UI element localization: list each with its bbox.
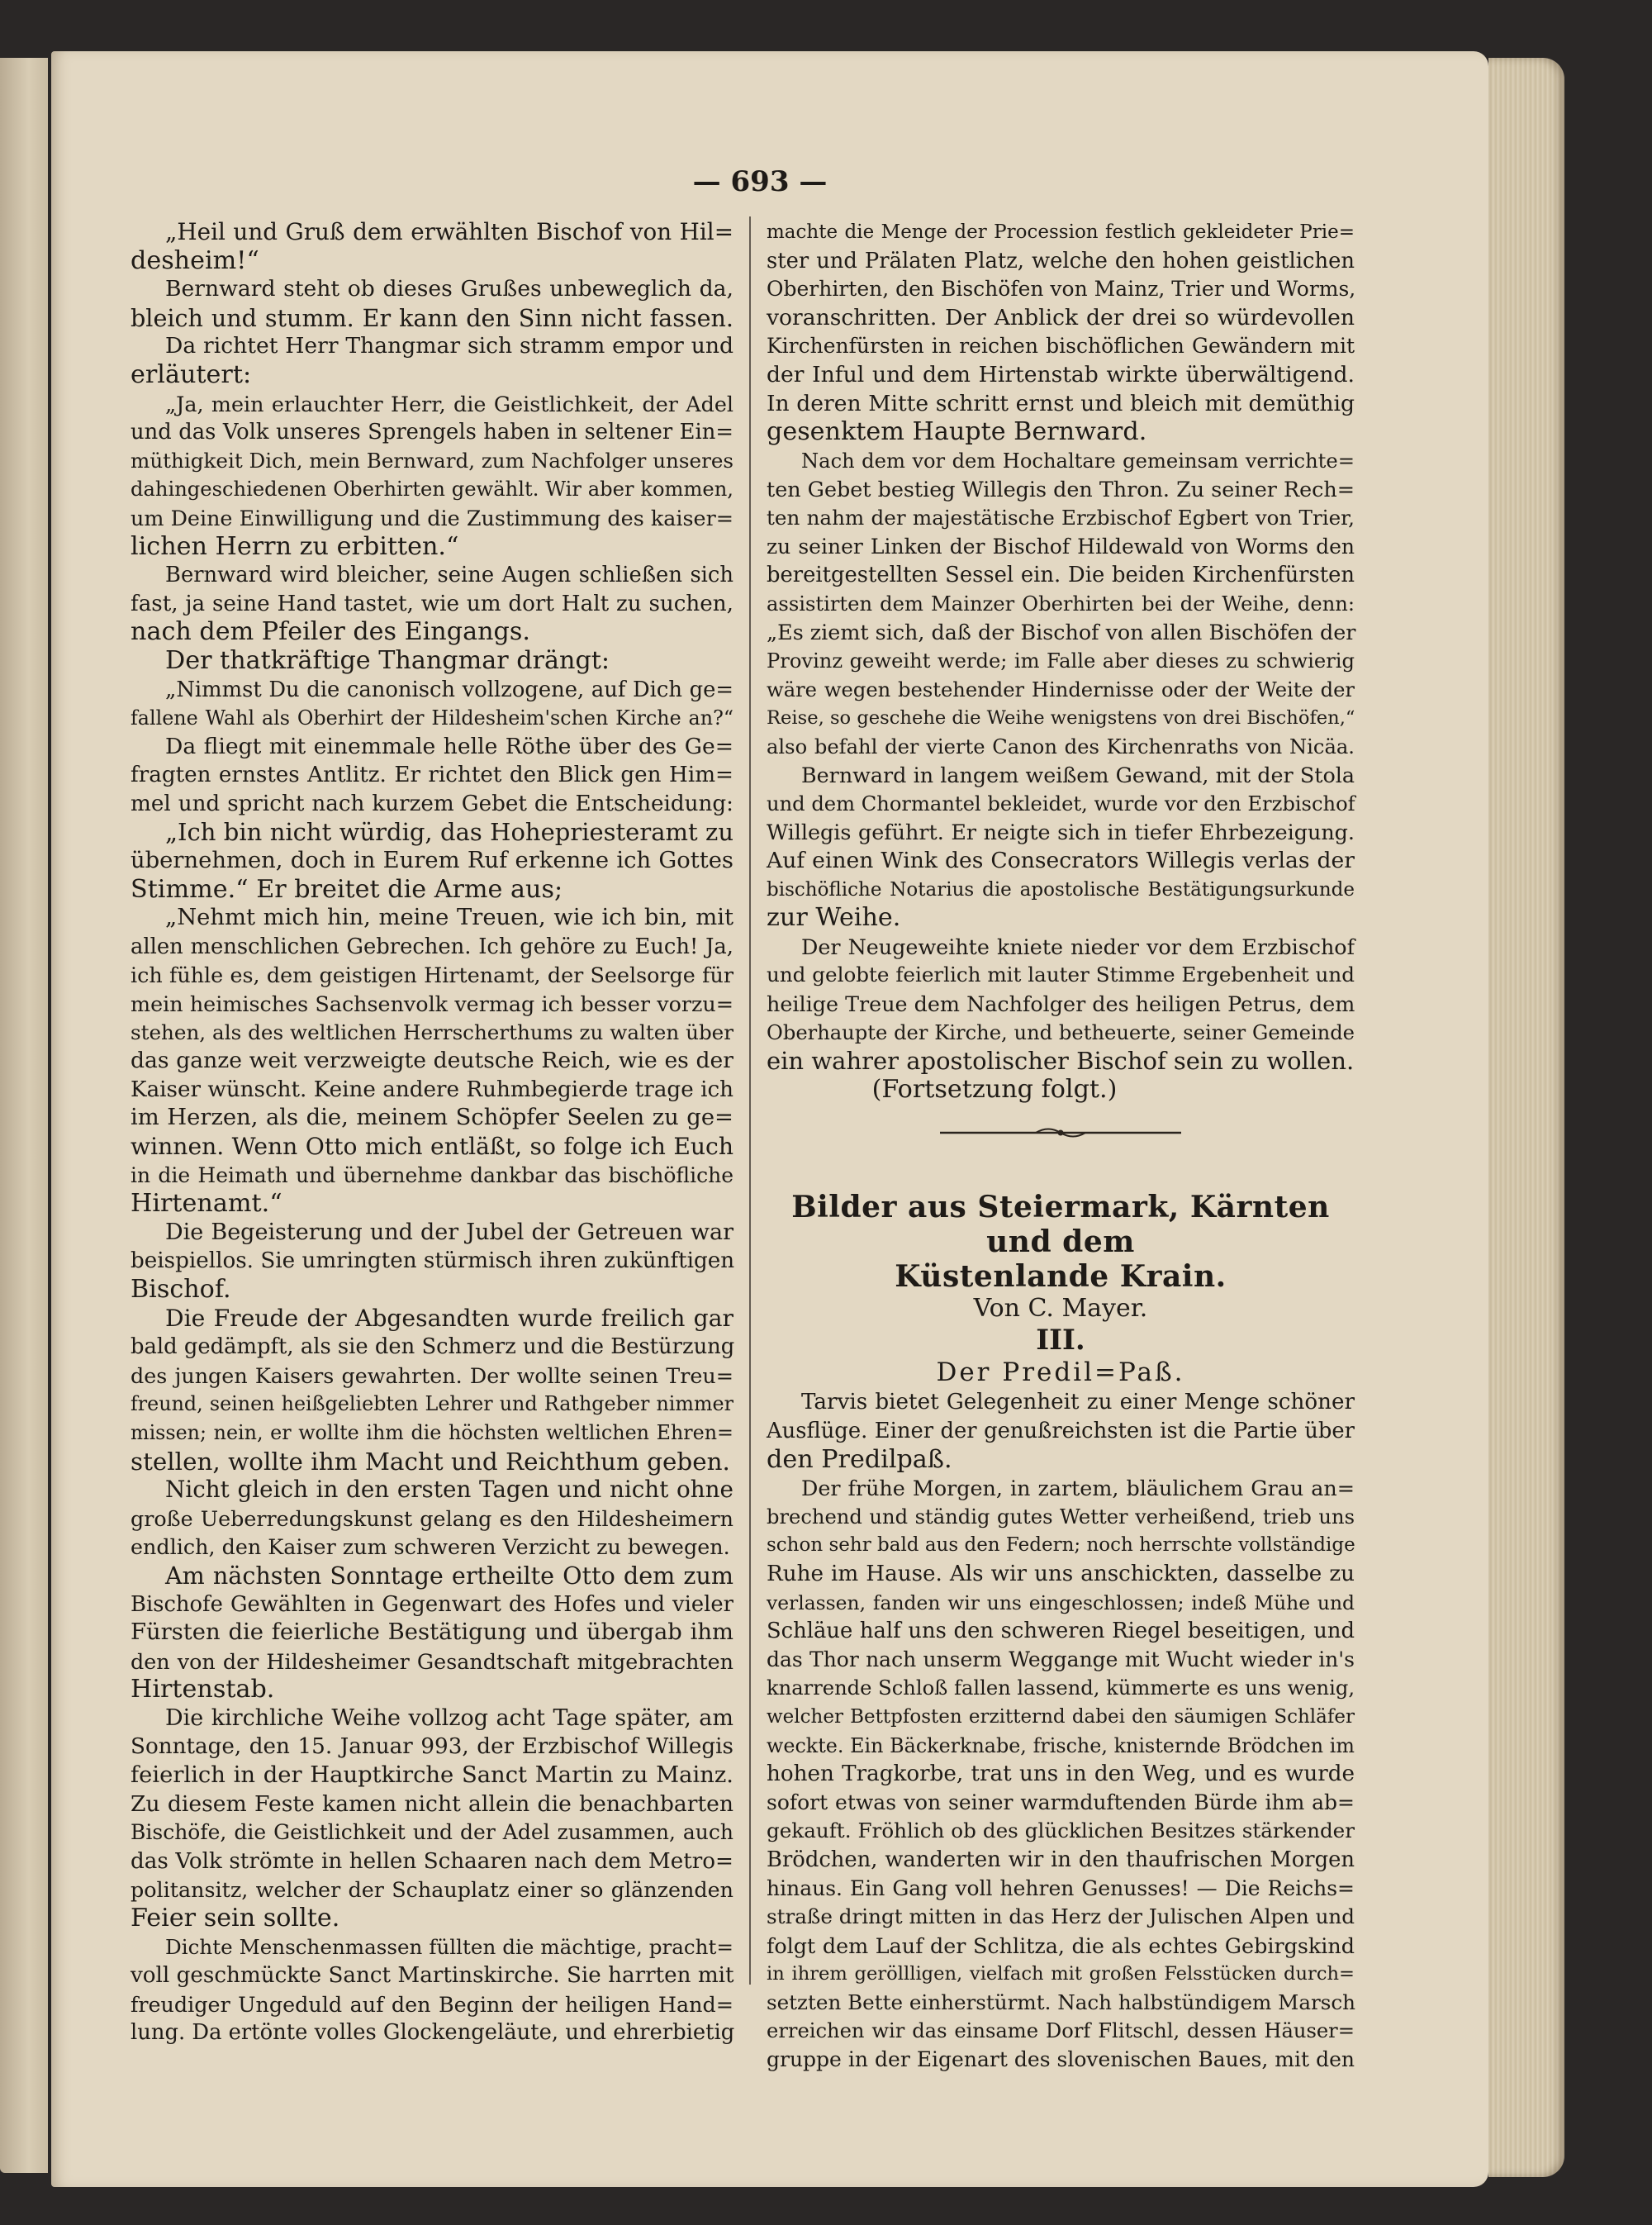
- text-line: also befahl der vierte Canon des Kirchenraths von Nicäa.: [767, 735, 1355, 758]
- text-line: Bischof.: [131, 1274, 231, 1304]
- text-line: das ganze weit verzweigte deutsche Reich, wie es der: [131, 1048, 733, 1074]
- text-line: mel und spricht nach kurzem Gebet die Entscheidung:: [131, 791, 733, 816]
- text-line: Nach dem vor dem Hochaltare gemeinsam verrichte=: [801, 449, 1355, 473]
- column-rule: [749, 216, 751, 1985]
- text-line: „Ich bin nicht würdig, das Hohepriesteramt zu: [165, 818, 733, 847]
- text-line: Tarvis bietet Gelegenheit zu einer Menge schöner: [801, 1390, 1355, 1415]
- text-line: Dichte Menschenmassen füllten die mächtige, pracht=: [165, 1934, 733, 1959]
- text-line: große Ueberredungskunst gelang es den Hildesheimern: [131, 1505, 733, 1531]
- section-heading: Der Predil=Paß.: [936, 1357, 1185, 1388]
- text-line: ster und Prälaten Platz, welche den hohen geistlichen: [767, 248, 1355, 273]
- text-line: ich fühle es, dem geistigen Hirtenamt, der Seelsorge für: [131, 963, 733, 988]
- text-line: Schläue half uns den schweren Riegel beseitigen, und: [767, 1619, 1355, 1644]
- text-line: Hirtenstab.: [131, 1675, 275, 1704]
- text-line: Der thatkräftige Thangmar drängt:: [165, 645, 610, 675]
- text-line: Sonntage, den 15. Januar 993, der Erzbischof Willegis: [131, 1734, 733, 1760]
- text-line: der Inful und dem Hirtenstab wirkte überwältigend.: [767, 361, 1355, 387]
- text-line: weckte. Ein Bäckerknabe, frische, knisternde Brödchen im: [767, 1733, 1355, 1757]
- text-line: freund, seinen heißgeliebten Lehrer und Rathgeber nimmer: [131, 1392, 733, 1416]
- text-line: Reise, so geschehe die Weihe wenigstens von drei Bischöfen,“: [767, 707, 1355, 730]
- text-line: brechend und ständig gutes Wetter verheißend, trieb uns: [767, 1505, 1355, 1528]
- text-line: politansitz, welcher der Schauplatz einer so glänzenden: [131, 1877, 733, 1903]
- article-body: [767, 1388, 1355, 2074]
- text-line: gruppe in der Eigenart des slovenischen Baues, mit den: [767, 2047, 1355, 2072]
- text-line: „Nehmt mich hin, meine Treuen, wie ich bin, mit: [165, 905, 733, 931]
- text-line: voll geschmückte Sanct Martinskirche. Sie harrten mit: [131, 1963, 734, 1989]
- text-line: nach dem Pfeiler des Eingangs.: [131, 617, 530, 647]
- text-line: Provinz geweiht werde; im Falle aber dieses zu schwierig: [767, 649, 1355, 673]
- text-line: folgt dem Lauf der Schlitza, die als echtes Gebirgskind: [767, 1933, 1355, 1958]
- text-line: übernehmen, doch in Eurem Ruf erkenne ich Gottes: [131, 848, 733, 874]
- section-ornament: [767, 1119, 1355, 1147]
- text-line: Der Neugeweihte kniete nieder vor dem Erzbischof: [801, 934, 1355, 959]
- text-line: Kirchenfürsten in reichen bischöflichen Gewändern mit: [767, 334, 1355, 359]
- text-line: und das Volk unseres Sprengels haben in seltener Ein=: [131, 420, 733, 445]
- right-column: [767, 218, 1355, 2075]
- text-line: Kaiser wünscht. Keine andere Ruhmbegierde trage ich: [131, 1077, 733, 1102]
- text-line: in die Heimath und übernehme dankbar das bischöfliche: [131, 1162, 733, 1187]
- text-line: verlassen, fanden wir uns eingeschlossen; indeß Mühe und: [767, 1590, 1355, 1614]
- text-line: um Deine Einwilligung und die Zustimmung des kaiser=: [131, 505, 733, 530]
- text-line: Am nächsten Sonntage ertheilte Otto dem zum: [165, 1561, 733, 1590]
- text-line: erreichen wir das einsame Dorf Flitschl, dessen Häuser=: [767, 2019, 1355, 2043]
- text-line: in ihrem geröllligen, vielfach mit großen Felsstücken durch=: [767, 1963, 1355, 1985]
- text-line: freudiger Ungeduld auf den Beginn der heiligen Hand=: [131, 1991, 733, 2017]
- text-line: Fürsten die feierliche Bestätigung und übergab ihm: [131, 1619, 733, 1646]
- text-line: Auf einen Wink des Consecrators Willegis verlas der: [767, 848, 1355, 874]
- text-line: dahingeschiedenen Oberhirten gewählt. Wir aber kommen,: [131, 478, 733, 502]
- text-line: bleich und stumm. Er kann den Sinn nicht fassen.: [131, 303, 733, 332]
- text-line: assistirten dem Mainzer Oberhirten bei der Weihe, denn:: [767, 592, 1355, 616]
- text-line: Die kirchliche Weihe vollzog acht Tage später, am: [165, 1704, 733, 1731]
- text-line: wäre wegen bestehender Hindernisse oder der Weite der: [767, 677, 1355, 701]
- text-line: Bischofe Gewählten in Gegenwart des Hofes und vieler: [131, 1591, 733, 1617]
- text-line: lung. Da ertönte volles Glockengeläute, und ehrerbietig: [131, 2020, 735, 2046]
- text-line: Zu diesem Feste kamen nicht allein die benachbarten: [131, 1790, 733, 1817]
- article-title-line-1: Bilder aus Steiermark, Kärnten und dem: [791, 1190, 1330, 1260]
- text-line: endlich, den Kaiser zum schweren Verzicht zu bewegen.: [131, 1534, 730, 1560]
- text-line: stellen, wollte ihm Macht und Reichthum geben.: [131, 1447, 730, 1476]
- text-line: erläutert:: [131, 359, 252, 389]
- text-line: zu seiner Linken der Bischof Hildewald von Worms den: [767, 534, 1355, 559]
- text-line: machte die Menge der Procession festlich gekleideter Prie=: [767, 221, 1355, 243]
- left-column: [131, 218, 733, 2047]
- text-line: den von der Hildesheimer Gesandtschaft mitgebrachten: [131, 1648, 733, 1674]
- text-line: den Predilpaß.: [767, 1444, 952, 1474]
- text-line: „Es ziemt sich, daß der Bischof von allen Bischöfen der: [767, 620, 1356, 645]
- text-line: Der frühe Morgen, in zartem, bläulichem Grau an=: [801, 1476, 1355, 1501]
- text-line: stehen, als des weltlichen Herrscherthums zu walten über: [131, 1020, 733, 1044]
- text-line: bald gedämpft, als sie den Schmerz und die Bestürzung: [131, 1334, 735, 1360]
- text-line: lichen Herrn zu erbitten.“: [131, 531, 459, 561]
- text-line: im Herzen, als die, meinem Schöpfer Seelen zu ge=: [131, 1105, 733, 1131]
- text-line: und dem Chormantel bekleidet, wurde vor den Erzbischof: [767, 792, 1355, 815]
- text-line: hohen Tragkorbe, trat uns in den Weg, und es wurde: [767, 1761, 1355, 1787]
- text-line: sofort etwas von seiner warmduftenden Bürde ihm ab=: [767, 1790, 1355, 1814]
- text-line: allen menschlichen Gebrechen. Ich gehöre zu Euch! Ja,: [131, 934, 733, 959]
- text-line: Da fliegt mit einemmale helle Röthe über des Ge=: [165, 733, 733, 759]
- text-line: winnen. Wenn Otto mich entläßt, so folge ich Euch: [131, 1133, 733, 1160]
- text-line: fast, ja seine Hand tastet, wie um dort Halt zu suchen,: [131, 591, 733, 616]
- text-line: beispiellos. Sie umringten stürmisch ihren zukünftigen: [131, 1248, 735, 1274]
- text-line: Da richtet Herr Thangmar sich stramm empor und: [165, 333, 733, 359]
- text-line: Die Begeisterung und der Jubel der Getreuen war: [165, 1219, 733, 1245]
- text-line: feierlich in der Hauptkirche Sanct Martin zu Mainz.: [131, 1762, 733, 1789]
- text-line: müthigkeit Dich, mein Bernward, zum Nachfolger unseres: [131, 448, 733, 473]
- text-line: das Thor nach unserm Weggange mit Wucht wieder in's: [767, 1647, 1355, 1671]
- text-line: „Ja, mein erlauchter Herr, die Geistlichkeit, der Adel: [165, 391, 733, 416]
- text-line: fallene Wahl als Oberhirt der Hildesheim'schen Kirche an?“: [131, 706, 733, 730]
- text-line: hinaus. Ein Gang voll hehren Genusses! — Die Reichs=: [767, 1876, 1355, 1900]
- text-line: bischöfliche Notarius die apostolische Bestätigungsurkunde: [767, 878, 1355, 901]
- article-part-number: III.: [1036, 1324, 1085, 1357]
- text-line: Bernward in langem weißem Gewand, mit der Stola: [801, 763, 1355, 788]
- text-line: mein heimisches Sachsenvolk vermag ich besser vorzu=: [131, 991, 733, 1017]
- text-line: Oberhirten, den Bischöfen von Mainz, Trier und Worms,: [767, 277, 1356, 302]
- text-line: ten Gebet bestieg Willegis den Thron. Zu seiner Rech=: [767, 477, 1355, 502]
- text-line: und gelobte feierlich mit lauter Stimme Ergebenheit und: [767, 963, 1355, 987]
- page-stack-edge: [1488, 58, 1564, 2177]
- text-line: des jungen Kaisers gewahrten. Der wollte seinen Treu=: [131, 1362, 733, 1388]
- text-line: missen; nein, er wollte ihm die höchsten weltlichen Ehren=: [131, 1420, 733, 1444]
- text-line: ten nahm der majestätische Erzbischof Egbert von Trier,: [767, 505, 1355, 530]
- text-line: Willegis geführt. Er neigte sich in tiefer Ehrbezeigung.: [767, 820, 1355, 845]
- article-title-line-2: Küstenlande Krain.: [895, 1259, 1227, 1295]
- text-line: Brödchen, wanderten wir in den thaufrischen Morgen: [767, 1847, 1355, 1872]
- text-line: Oberhaupte der Kirche, und betheuerte, seiner Gemeinde: [767, 1020, 1355, 1044]
- text-line: Ruhe im Hause. Als wir uns anschickten, dasselbe zu: [767, 1561, 1355, 1586]
- text-line: welcher Bettpfosten erzitternd dabei den säumigen Schläfer: [767, 1705, 1355, 1728]
- text-line: In deren Mitte schritt ernst und bleich mit demüthig: [767, 390, 1355, 416]
- text-line: Nicht gleich in den ersten Tagen und nicht ohne: [165, 1476, 733, 1504]
- text-line: desheim!“: [131, 245, 259, 275]
- text-line: Hirtenamt.“: [131, 1189, 282, 1219]
- text-line: schon sehr bald aus den Federn; noch herrschte vollständige: [767, 1534, 1355, 1557]
- text-line: ein wahrer apostolischer Bischof sein zu wollen.: [767, 1047, 1355, 1076]
- facing-page-edge: [0, 58, 48, 2173]
- story-conclusion: [767, 218, 1355, 1076]
- page-number: — 693 —: [692, 165, 828, 198]
- article-byline: Von C. Mayer.: [973, 1294, 1148, 1324]
- continuation-note: (Fortsetzung folgt.): [871, 1074, 1118, 1104]
- text-line: „Heil und Gruß dem erwählten Bischof von Hil=: [165, 218, 733, 245]
- text-line: Bernward wird bleicher, seine Augen schließen sich: [165, 563, 733, 588]
- text-line: Feier sein sollte.: [131, 1904, 340, 1933]
- text-line: gekauft. Fröhlich ob des glücklichen Besitzes stärkender: [767, 1819, 1355, 1843]
- text-line: bereitgestellten Sessel ein. Die beiden Kirchenfürsten: [767, 563, 1355, 588]
- text-line: Bischöfe, die Geistlichkeit und der Adel zusammen, auch: [131, 1820, 733, 1845]
- text-line: straße dringt mitten in das Herz der Julischen Alpen und: [767, 1904, 1355, 1929]
- text-line: Stimme.“ Er breitet die Arme aus;: [131, 874, 563, 904]
- text-line: zur Weihe.: [767, 903, 901, 933]
- ornament-divider-icon: [937, 1124, 1184, 1141]
- text-line: heilige Treue dem Nachfolger des heiligen Petrus, dem: [767, 991, 1355, 1017]
- text-line: Ausflüge. Einer der genußreichsten ist die Partie über: [767, 1419, 1355, 1443]
- text-line: fragten ernstes Antlitz. Er richtet den Blick gen Him=: [131, 763, 733, 788]
- text-line: Bernward steht ob dieses Grußes unbeweglich da,: [165, 276, 733, 302]
- text-line: gesenktem Haupte Bernward.: [767, 417, 1147, 447]
- text-line: „Nimmst Du die canonisch vollzogene, auf Dich ge=: [165, 677, 733, 702]
- text-line: das Volk strömte in hellen Schaaren nach dem Metro=: [131, 1848, 733, 1874]
- text-line: knarrende Schloß fallen lassend, kümmerte es uns wenig,: [767, 1676, 1355, 1700]
- text-line: setzten Bette einherstürmt. Nach halbstündigem Marsch: [767, 1990, 1356, 2014]
- text-line: Die Freude der Abgesandten wurde freilich gar: [165, 1304, 733, 1332]
- text-line: voranschritten. Der Anblick der drei so würdevollen: [767, 304, 1355, 330]
